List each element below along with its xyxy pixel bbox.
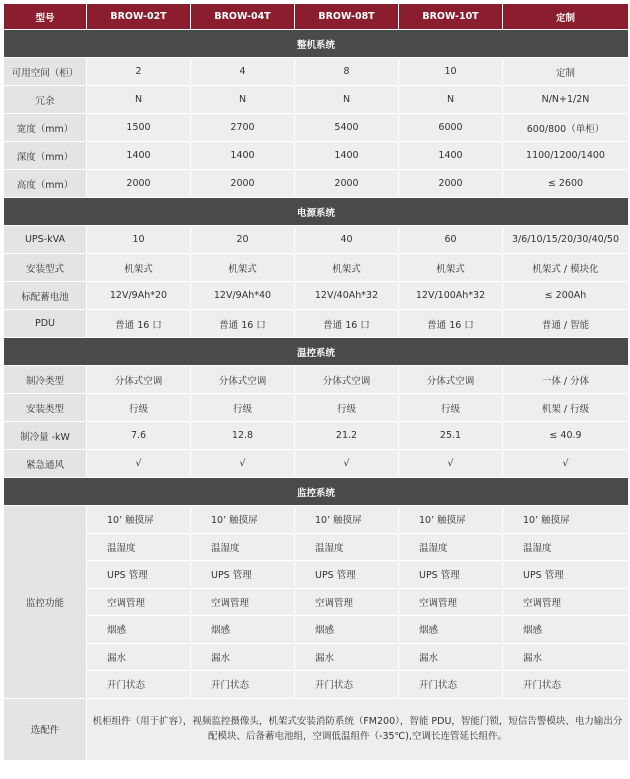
monitoring-cell: 漏水 bbox=[295, 643, 399, 671]
monitoring-cell: UPS 管理 bbox=[399, 561, 503, 589]
row-label: 安装类型 bbox=[4, 394, 87, 422]
table-cell: 600/800（单柜） bbox=[503, 114, 629, 142]
monitoring-cell: 开门状态 bbox=[87, 671, 191, 699]
monitoring-cell: 温湿度 bbox=[399, 533, 503, 561]
monitoring-cell: 漏水 bbox=[503, 643, 629, 671]
monitoring-cell: 空调管理 bbox=[503, 588, 629, 616]
table-cell: 2000 bbox=[191, 170, 295, 198]
table-cell: 普通 16 口 bbox=[191, 310, 295, 338]
table-cell: 普通 / 智能 bbox=[503, 310, 629, 338]
row-label: 高度（mm） bbox=[4, 170, 87, 198]
monitoring-cell: 烟感 bbox=[503, 616, 629, 644]
table-cell: 1500 bbox=[87, 114, 191, 142]
table-cell: 普通 16 口 bbox=[399, 310, 503, 338]
table-cell: √ bbox=[191, 450, 295, 478]
monitoring-cell: 烟感 bbox=[295, 616, 399, 644]
table-cell: N/N+1/2N bbox=[503, 86, 629, 114]
row-label: UPS-kVA bbox=[4, 226, 87, 254]
monitoring-row bbox=[4, 671, 629, 699]
monitoring-cell: 10’ 触摸屏 bbox=[295, 506, 399, 534]
table-cell: N bbox=[87, 86, 191, 114]
table-cell: 行级 bbox=[87, 394, 191, 422]
spec-table bbox=[3, 3, 629, 761]
header-custom: 定制 bbox=[503, 4, 629, 30]
monitoring-row bbox=[4, 533, 629, 561]
table-cell: 2 bbox=[87, 58, 191, 86]
table-cell: N bbox=[399, 86, 503, 114]
header-brow-08t: BROW-08T bbox=[295, 4, 399, 30]
table-cell: 7.6 bbox=[87, 422, 191, 450]
header-model: 型号 bbox=[4, 4, 87, 30]
table-cell: 2700 bbox=[191, 114, 295, 142]
monitoring-cell: 10’ 触摸屏 bbox=[503, 506, 629, 534]
monitoring-row bbox=[4, 616, 629, 644]
row-label: 安装型式 bbox=[4, 254, 87, 282]
monitoring-cell: 漏水 bbox=[399, 643, 503, 671]
table-row bbox=[4, 58, 629, 86]
row-label: 可用空间（柜） bbox=[4, 58, 87, 86]
table-row bbox=[4, 142, 629, 170]
monitoring-cell: UPS 管理 bbox=[295, 561, 399, 589]
monitoring-cell: 烟感 bbox=[399, 616, 503, 644]
table-cell: 普通 16 口 bbox=[295, 310, 399, 338]
accessories-label: 选配件 bbox=[4, 698, 87, 760]
row-label: 紧急通风 bbox=[4, 450, 87, 478]
table-cell: 10 bbox=[399, 58, 503, 86]
table-cell: 机架 / 行级 bbox=[503, 394, 629, 422]
table-cell: √ bbox=[87, 450, 191, 478]
table-cell: 2000 bbox=[87, 170, 191, 198]
table-cell: 40 bbox=[295, 226, 399, 254]
monitoring-cell: UPS 管理 bbox=[87, 561, 191, 589]
section-title: 温控系统 bbox=[4, 338, 629, 366]
table-cell: 2000 bbox=[399, 170, 503, 198]
table-cell: 机架式 / 模块化 bbox=[503, 254, 629, 282]
table-row bbox=[4, 394, 629, 422]
header-row bbox=[4, 4, 629, 30]
monitoring-cell: 温湿度 bbox=[87, 533, 191, 561]
section-title: 整机系统 bbox=[4, 30, 629, 58]
table-cell: 1400 bbox=[191, 142, 295, 170]
table-cell: 20 bbox=[191, 226, 295, 254]
table-cell: 8 bbox=[295, 58, 399, 86]
section-title: 电源系统 bbox=[4, 198, 629, 226]
table-cell: 1400 bbox=[87, 142, 191, 170]
table-cell: 普通 16 口 bbox=[87, 310, 191, 338]
table-row bbox=[4, 366, 629, 394]
monitoring-cell: 漏水 bbox=[87, 643, 191, 671]
monitoring-cell: 空调管理 bbox=[191, 588, 295, 616]
monitoring-cell: 漏水 bbox=[191, 643, 295, 671]
header-brow-10t: BROW-10T bbox=[399, 4, 503, 30]
table-row bbox=[4, 114, 629, 142]
table-cell: √ bbox=[399, 450, 503, 478]
monitoring-row bbox=[4, 506, 629, 534]
monitoring-row bbox=[4, 643, 629, 671]
table-cell: 12V/9Ah*20 bbox=[87, 282, 191, 310]
table-cell: 12V/100Ah*32 bbox=[399, 282, 503, 310]
monitoring-cell: 烟感 bbox=[191, 616, 295, 644]
table-cell: 3/6/10/15/20/30/40/50 bbox=[503, 226, 629, 254]
table-row bbox=[4, 86, 629, 114]
table-cell: ≤ 40.9 bbox=[503, 422, 629, 450]
monitoring-cell: 开门状态 bbox=[295, 671, 399, 699]
monitoring-cell: 烟感 bbox=[87, 616, 191, 644]
monitoring-cell: UPS 管理 bbox=[503, 561, 629, 589]
monitoring-label: 监控功能 bbox=[4, 506, 87, 699]
table-cell: N bbox=[191, 86, 295, 114]
table-cell: 12V/9Ah*40 bbox=[191, 282, 295, 310]
table-cell: 4 bbox=[191, 58, 295, 86]
row-label: 标配蓄电池 bbox=[4, 282, 87, 310]
monitoring-section-row bbox=[4, 478, 629, 506]
table-cell: 分体式空调 bbox=[295, 366, 399, 394]
monitoring-row bbox=[4, 561, 629, 589]
monitoring-cell: 10’ 触摸屏 bbox=[191, 506, 295, 534]
table-body bbox=[4, 30, 629, 761]
power-section-row bbox=[4, 198, 629, 226]
table-cell: 机架式 bbox=[399, 254, 503, 282]
table-cell: 1400 bbox=[399, 142, 503, 170]
table-cell: √ bbox=[295, 450, 399, 478]
row-label: 制冷量 -kW bbox=[4, 422, 87, 450]
monitoring-cell: 开门状态 bbox=[191, 671, 295, 699]
table-cell: 60 bbox=[399, 226, 503, 254]
monitoring-cell: 温湿度 bbox=[191, 533, 295, 561]
row-label: 深度（mm） bbox=[4, 142, 87, 170]
table-cell: 6000 bbox=[399, 114, 503, 142]
row-label: 冗余 bbox=[4, 86, 87, 114]
row-label: 宽度（mm） bbox=[4, 114, 87, 142]
table-cell: N bbox=[295, 86, 399, 114]
table-cell: 机架式 bbox=[191, 254, 295, 282]
table-cell: ≤ 200Ah bbox=[503, 282, 629, 310]
monitoring-row bbox=[4, 588, 629, 616]
table-cell: 5400 bbox=[295, 114, 399, 142]
monitoring-cell: 温湿度 bbox=[503, 533, 629, 561]
table-cell: 分体式空调 bbox=[87, 366, 191, 394]
monitoring-cell: 开门状态 bbox=[503, 671, 629, 699]
table-row bbox=[4, 310, 629, 338]
table-row bbox=[4, 226, 629, 254]
monitoring-cell: UPS 管理 bbox=[191, 561, 295, 589]
table-cell: 12V/40Ah*32 bbox=[295, 282, 399, 310]
table-row bbox=[4, 282, 629, 310]
monitoring-cell: 空调管理 bbox=[399, 588, 503, 616]
monitoring-cell: 空调管理 bbox=[87, 588, 191, 616]
table-cell: 行级 bbox=[399, 394, 503, 422]
table-row bbox=[4, 170, 629, 198]
table-row bbox=[4, 254, 629, 282]
system-section-row bbox=[4, 30, 629, 58]
monitoring-cell: 空调管理 bbox=[295, 588, 399, 616]
monitoring-cell: 温湿度 bbox=[295, 533, 399, 561]
table-cell: 1400 bbox=[295, 142, 399, 170]
section-title: 监控系统 bbox=[4, 478, 629, 506]
monitoring-cell: 10’ 触摸屏 bbox=[87, 506, 191, 534]
table-cell: √ bbox=[503, 450, 629, 478]
monitoring-cell: 10’ 触摸屏 bbox=[399, 506, 503, 534]
table-row bbox=[4, 450, 629, 478]
row-label: PDU bbox=[4, 310, 87, 338]
table-cell: 一体 / 分体 bbox=[503, 366, 629, 394]
table-cell: ≤ 2600 bbox=[503, 170, 629, 198]
table-cell: 机架式 bbox=[87, 254, 191, 282]
thermal-section-row bbox=[4, 338, 629, 366]
table-cell: 行级 bbox=[295, 394, 399, 422]
table-cell: 1100/1200/1400 bbox=[503, 142, 629, 170]
table-cell: 分体式空调 bbox=[191, 366, 295, 394]
table-cell: 12.8 bbox=[191, 422, 295, 450]
table-row bbox=[4, 422, 629, 450]
table-cell: 分体式空调 bbox=[399, 366, 503, 394]
table-cell: 机架式 bbox=[295, 254, 399, 282]
table-cell: 2000 bbox=[295, 170, 399, 198]
table-cell: 定制 bbox=[503, 58, 629, 86]
header-brow-02t: BROW-02T bbox=[87, 4, 191, 30]
table-cell: 行级 bbox=[191, 394, 295, 422]
monitoring-cell: 开门状态 bbox=[399, 671, 503, 699]
table-cell: 10 bbox=[87, 226, 191, 254]
accessories-row bbox=[4, 698, 629, 760]
table-cell: 25.1 bbox=[399, 422, 503, 450]
accessories-text: 机柜组件（用于扩容），视频监控摄像头，机架式安装消防系统（FM200），智能 PDU，智能门锁，短信告警模块、电力输出分配模块、后备蓄电池组，空调低温组件（-35℃),空调长连管延长组件。 bbox=[87, 698, 629, 760]
row-label: 制冷类型 bbox=[4, 366, 87, 394]
table-cell: 21.2 bbox=[295, 422, 399, 450]
header-brow-04t: BROW-04T bbox=[191, 4, 295, 30]
